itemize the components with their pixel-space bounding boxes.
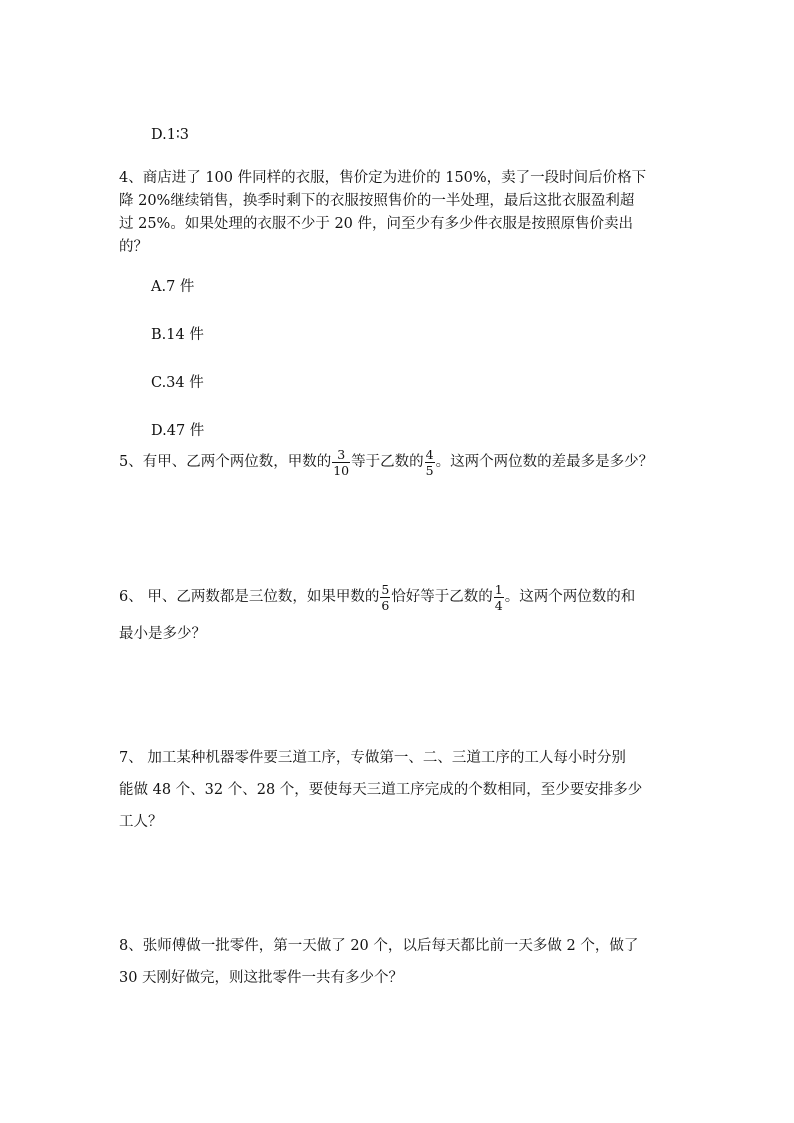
q5-fraction-1-denominator: 10 [333,462,350,478]
q4-line-1: 4、商店进了 100 件同样的衣服，售价定为进价的 150%，卖了一段时间后价格下 [119,170,647,186]
q6-fraction-1-numerator: 5 [381,581,390,597]
q5-fraction-2-denominator: 5 [425,462,434,478]
q6-fraction-2-denominator: 4 [494,597,503,613]
q4-option-c: C.34 件 [151,375,204,391]
q6-text-b: 恰好等于乙数的 [391,589,493,605]
q8-line-1: 8、张师傅做一批零件，第一天做了 20 个，以后每天都比前一天多做 2 个，做了 [119,938,639,954]
q5-fraction-2-numerator: 4 [425,446,434,462]
q6-text-a: 6、 甲、乙两数都是三位数，如果甲数的 [119,589,380,605]
q4-line-4: 的？ [119,239,148,255]
q4-line-3: 过 25%。如果处理的衣服不少于 20 件，问至少有多少件衣服是按照原售价卖出 [119,216,634,232]
q5-text-c: 。这两个两位数的差最多是多少？ [435,454,654,470]
q3-option-d: D.1∶3 [151,127,189,143]
q7-line-2: 能做 48 个、32 个、28 个，要使每天三道工序完成的个数相同，至少要安排多少 [119,782,643,798]
q6-fraction-2-numerator: 1 [494,581,503,597]
q5-fraction-1-numerator: 3 [337,446,346,462]
q4-option-a: A.7 件 [151,279,195,295]
q5-text-b: 等于乙数的 [351,454,424,470]
q4-option-b: B.14 件 [151,327,204,343]
q6-line-1 [119,578,635,616]
q6-text-c: 。这两个两位数的和 [504,589,636,605]
q6-fraction-1 [380,582,390,613]
question-5 [119,443,653,481]
q6-line-2: 最小是多少？ [119,626,206,642]
q6-fraction-2 [494,582,504,613]
q6-fraction-1-denominator: 6 [381,597,390,613]
q5-fraction-2 [425,447,435,478]
q5-text-a: 5、有甲、乙两个两位数，甲数的 [119,454,332,470]
q7-line-3: 工人？ [119,814,163,830]
q4-line-2: 降 20%继续销售，换季时剩下的衣服按照售价的一半处理，最后这批衣服盈利超 [119,193,635,209]
q7-line-1: 7、 加工某种机器零件要三道工序，专做第一、二、三道工序的工人每小时分别 [119,750,626,766]
q8-line-2: 30 天刚好做完，则这批零件一共有多少个？ [119,970,404,986]
q5-fraction-1 [332,447,350,478]
q4-option-d: D.47 件 [151,423,205,439]
